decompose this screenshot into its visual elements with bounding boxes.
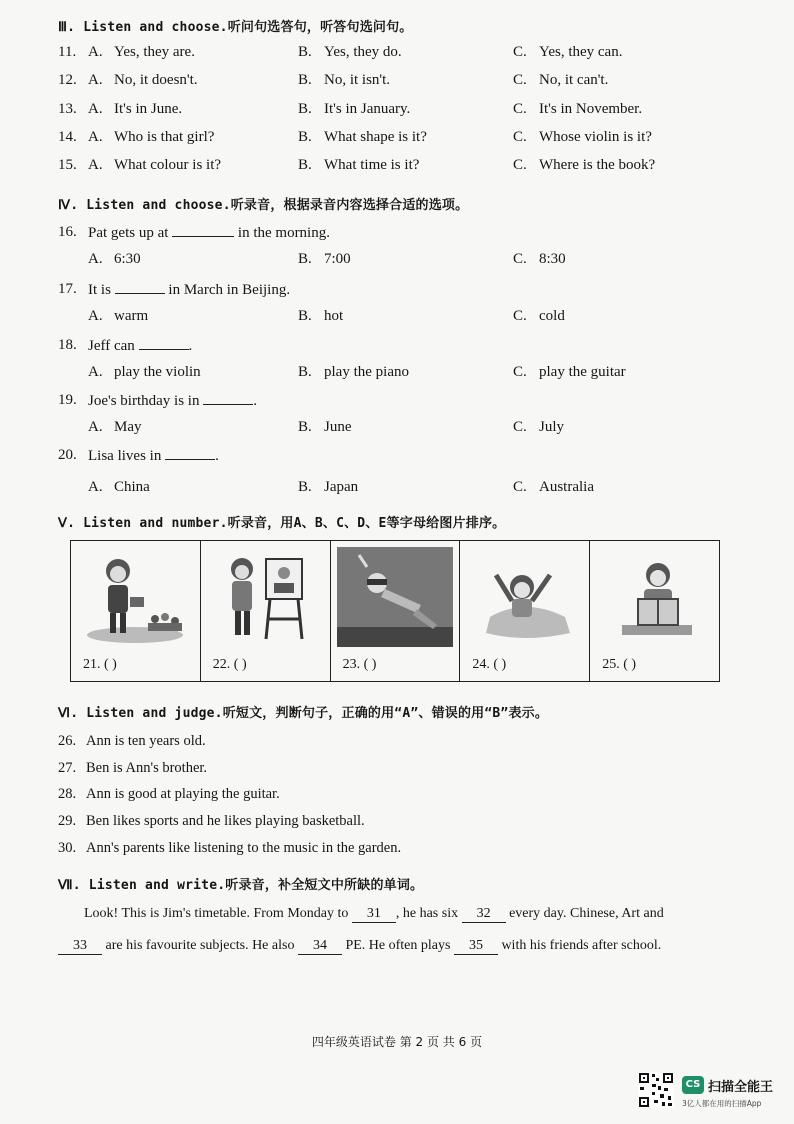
option-a: A. Who is that girl? <box>88 129 215 145</box>
boy-painting-icon <box>210 547 320 647</box>
girl-swimming-icon <box>337 547 453 647</box>
question-text: Pat gets up at in the morning. <box>88 225 330 241</box>
picture-21 <box>71 541 201 681</box>
picture-23 <box>331 541 461 681</box>
scanner-tagline: 3亿人都在用的扫描App <box>682 1099 762 1108</box>
section-3-heading: Ⅲ. Listen and choose.听问句选答句，听答句选问句。 <box>58 20 413 35</box>
blank-32: 32 <box>462 906 506 923</box>
boy-waking-up-icon <box>470 547 580 647</box>
question-text: Joe's birthday is in . <box>88 393 257 409</box>
section-6-heading: Ⅵ. Listen and judge.听短文，判断句子，正确的用“A”、错误的用“B”表示。 <box>58 706 549 721</box>
question-19-options <box>58 419 758 441</box>
passage-line-1: Look! This is Jim's timetable. From Monday to 31 , he has six 32 every day. Chinese, Art and <box>84 906 664 921</box>
option-c: C. It's in November. <box>513 101 643 117</box>
question-17-stem <box>58 281 758 303</box>
picture-strip <box>70 540 720 682</box>
option-b: B. June <box>298 419 352 435</box>
option-c: C. Australia <box>513 479 594 495</box>
section-4-heading: Ⅳ. Listen and choose.听录音，根据录音内容选择合适的选项。 <box>58 198 469 213</box>
option-a: A. warm <box>88 308 149 324</box>
picture-24 <box>460 541 590 681</box>
question-number: 18. <box>58 337 77 353</box>
judge-item-27: 27. Ben is Ann's brother. <box>58 760 208 776</box>
question-14 <box>58 129 758 151</box>
option-b: B. play the piano <box>298 364 409 380</box>
answer-blank <box>172 224 234 237</box>
question-13 <box>58 101 758 123</box>
option-a: A. What colour is it? <box>88 157 222 173</box>
option-a: A. No, it doesn't. <box>88 72 198 88</box>
question-text: Jeff can . <box>88 338 193 354</box>
option-c: C. cold <box>513 308 565 324</box>
section-7-heading: Ⅶ. Listen and write.听录音，补全短文中所缺的单词。 <box>58 878 424 893</box>
question-19-stem <box>58 392 758 414</box>
option-c: C. No, it can't. <box>513 72 609 88</box>
picture-label: 24. ( ) <box>472 657 507 672</box>
option-a: A. play the violin <box>88 364 201 380</box>
option-a: A. Yes, they are. <box>88 44 195 60</box>
option-a: A. May <box>88 419 142 435</box>
option-b: B. No, it isn't. <box>298 72 391 88</box>
question-number: 12. <box>58 72 77 88</box>
question-number: 17. <box>58 281 77 297</box>
option-b: B. Yes, they do. <box>298 44 402 60</box>
answer-blank <box>115 281 165 294</box>
scanner-app-name: 扫描全能王 <box>708 1080 774 1095</box>
picture-label: 22. ( ) <box>212 657 247 672</box>
option-b: B. What shape is it? <box>298 129 427 145</box>
judge-item-28: 28. Ann is good at playing the guitar. <box>58 786 280 802</box>
option-b: B. hot <box>298 308 344 324</box>
blank-35: 35 <box>454 938 498 955</box>
section-5-heading: Ⅴ. Listen and number.听录音，用A、B、C、D、E等字母给图片排序。 <box>58 516 506 531</box>
qr-code-icon <box>638 1072 674 1108</box>
option-b: B. It's in January. <box>298 101 411 117</box>
question-number: 11. <box>58 44 77 60</box>
question-text: It is in March in Beijing. <box>88 282 291 298</box>
question-number: 16. <box>58 224 77 240</box>
option-c: C. Where is the book? <box>513 157 656 173</box>
judge-item-30: 30. Ann's parents like listening to the music in the garden. <box>58 840 402 856</box>
question-number: 13. <box>58 101 77 117</box>
option-c: C. 8:30 <box>513 251 566 267</box>
picture-label: 21. ( ) <box>83 657 117 672</box>
judge-item-29: 29. Ben likes sports and he likes playing basketball. <box>58 813 365 829</box>
option-b: B. What time is it? <box>298 157 420 173</box>
answer-blank <box>139 337 189 350</box>
option-b: B. 7:00 <box>298 251 351 267</box>
question-18-options <box>58 364 758 386</box>
passage-line-2: 33 are his favourite subjects. He also 34 PE. He often plays 35 with his friends after school. <box>58 938 738 955</box>
picture-25 <box>590 541 719 681</box>
question-17-options <box>58 308 758 330</box>
option-b: B. Japan <box>298 479 359 495</box>
question-number: 20. <box>58 447 77 463</box>
blank-33: 33 <box>58 938 102 955</box>
option-c: C. Yes, they can. <box>513 44 623 60</box>
question-20-stem <box>58 447 758 469</box>
option-a: A. It's in June. <box>88 101 183 117</box>
option-a: A. China <box>88 479 150 495</box>
option-c: C. July <box>513 419 565 435</box>
picture-22 <box>201 541 331 681</box>
question-number: 19. <box>58 392 77 408</box>
question-16-stem <box>58 224 758 246</box>
question-16-options <box>58 251 758 273</box>
question-number: 14. <box>58 129 77 145</box>
judge-item-26: 26. Ann is ten years old. <box>58 733 206 749</box>
option-a: A. 6:30 <box>88 251 141 267</box>
question-15 <box>58 157 758 179</box>
blank-31: 31 <box>352 906 396 923</box>
answer-blank <box>203 392 253 405</box>
picture-label: 23. ( ) <box>342 657 377 672</box>
page-footer: 四年级英语试卷 第 2 页 共 6 页 <box>311 1035 483 1049</box>
question-20-options <box>58 479 758 501</box>
option-c: C. play the guitar <box>513 364 626 380</box>
question-number: 15. <box>58 157 77 173</box>
boy-watering-flowers-icon <box>80 547 190 647</box>
boy-reading-icon <box>600 547 710 647</box>
blank-34: 34 <box>298 938 342 955</box>
option-c: C. Whose violin is it? <box>513 129 652 145</box>
scanner-logo-icon: CS <box>682 1076 704 1094</box>
question-11 <box>58 44 758 66</box>
picture-label: 25. ( ) <box>602 657 637 672</box>
question-18-stem <box>58 337 758 359</box>
answer-blank <box>165 447 215 460</box>
question-12 <box>58 72 758 94</box>
question-text: Lisa lives in . <box>88 448 219 464</box>
